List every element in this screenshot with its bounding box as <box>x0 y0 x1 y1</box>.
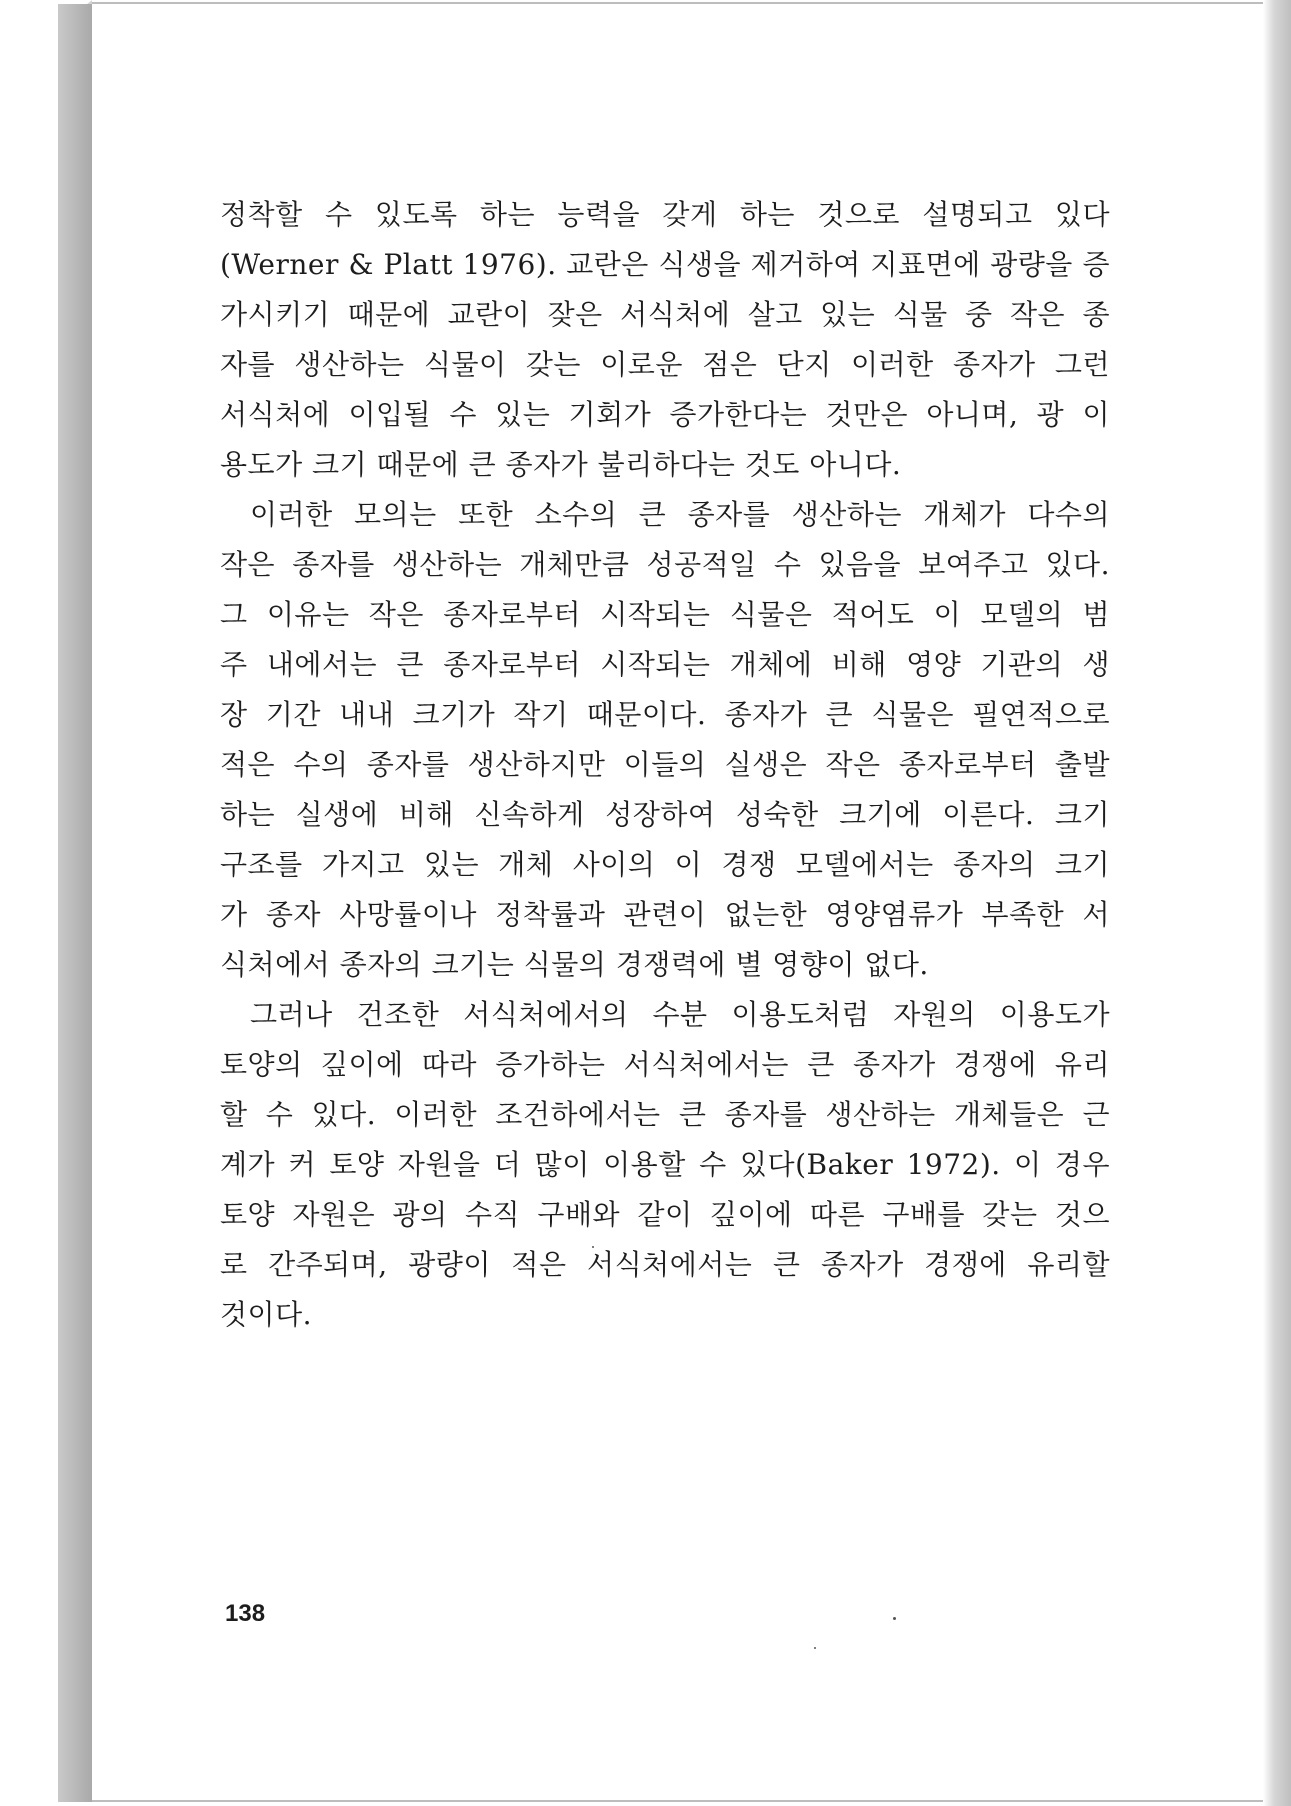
text-line: 그 이유는 작은 종자로부터 시작되는 식물은 적어도 이 모델의 범 <box>220 598 1110 631</box>
text-line: 구조를 가지고 있는 개체 사이의 이 경쟁 모델에서는 종자의 크기 <box>220 848 1110 881</box>
body-text <box>220 190 1110 1340</box>
text-line: 자를 생산하는 식물이 갖는 이로운 점은 단지 이러한 종자가 그런 <box>220 348 1110 381</box>
scan-speck <box>814 1647 816 1649</box>
text-line: 토양 자원은 광의 수직 구배와 같이 깊이에 따른 구배를 갖는 것으 <box>220 1198 1110 1231</box>
book-spine <box>58 4 92 1802</box>
text-line: 용도가 크기 때문에 큰 종자가 불리하다는 것도 아니다. <box>220 448 902 481</box>
text-line: 서식처에 이입될 수 있는 기회가 증가한다는 것만은 아니며, 광 이 <box>220 398 1110 431</box>
text-line: 주 내에서는 큰 종자로부터 시작되는 개체에 비해 영양 기관의 생 <box>220 648 1110 681</box>
text-line: 식처에서 종자의 크기는 식물의 경쟁력에 별 영향이 없다. <box>220 948 929 981</box>
text-line: 정착할 수 있도록 하는 능력을 갖게 하는 것으로 설명되고 있다 <box>220 198 1110 231</box>
text-line: 하는 실생에 비해 신속하게 성장하여 성숙한 크기에 이른다. 크기 <box>220 798 1110 831</box>
scan-speck <box>893 1617 896 1620</box>
page-number: 138 <box>225 1600 266 1627</box>
text-line: 할 수 있다. 이러한 조건하에서는 큰 종자를 생산하는 개체들은 근 <box>220 1098 1110 1131</box>
text-line: 적은 수의 종자를 생산하지만 이들의 실생은 작은 종자로부터 출발 <box>220 748 1110 781</box>
text-line: 그러나 건조한 서식처에서의 수분 이용도처럼 자원의 이용도가 <box>250 998 1110 1031</box>
text-line: 작은 종자를 생산하는 개체만큼 성공적일 수 있음을 보여주고 있다. <box>220 548 1110 581</box>
text-line: 장 기간 내내 크기가 작기 때문이다. 종자가 큰 식물은 필연적으로 <box>220 698 1110 731</box>
text-line: (Werner & Platt 1976). 교란은 식생을 제거하여 지표면에 광량을 증 <box>220 248 1110 281</box>
text-line: 것이다. <box>220 1298 313 1331</box>
text-line: 토양의 깊이에 따라 증가하는 서식처에서는 큰 종자가 경쟁에 유리 <box>220 1048 1110 1081</box>
text-line: 이러한 모의는 또한 소수의 큰 종자를 생산하는 개체가 다수의 <box>250 498 1110 531</box>
text-line: 가 종자 사망률이나 정착률과 관련이 없는한 영양염류가 부족한 서 <box>220 898 1110 931</box>
text-line: 가시키기 때문에 교란이 잦은 서식처에 살고 있는 식물 중 작은 종 <box>220 298 1110 331</box>
page-edge-shadow <box>1263 0 1291 1806</box>
text-line: 로 간주되며, 광량이 적은 서식처에서는 큰 종자가 경쟁에 유리할 <box>220 1248 1110 1281</box>
scan-speck <box>592 1246 594 1248</box>
text-line: 계가 커 토양 자원을 더 많이 이용할 수 있다(Baker 1972). 이 경우 <box>220 1148 1110 1181</box>
